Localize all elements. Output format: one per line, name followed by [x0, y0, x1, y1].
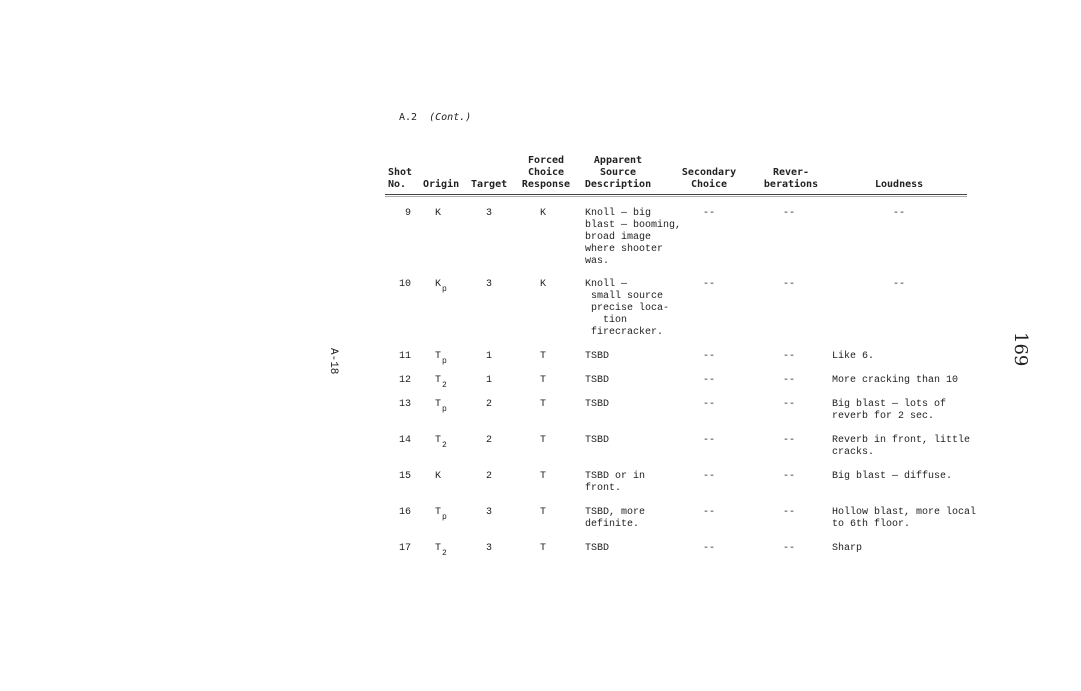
cell-description-line: TSBD or in [585, 471, 646, 482]
origin-subscript: p [442, 405, 447, 414]
cell-loudness-line: -- [893, 279, 906, 290]
cell-description-line: broad image [585, 232, 652, 243]
cell-loudness-line: More cracking than 10 [832, 375, 959, 386]
cell-target: 3 [486, 208, 493, 219]
header-shot-line2: No. [388, 179, 407, 190]
cell-reverberations: -- [783, 507, 796, 518]
cell-target: 2 [486, 399, 493, 410]
cell-loudness-line: reverb for 2 sec. [832, 411, 935, 422]
cell-secondary-choice: -- [703, 351, 716, 362]
cell-reverberations: -- [783, 351, 796, 362]
header-rule [385, 194, 967, 195]
cell-origin [435, 375, 447, 390]
cell-secondary-choice: -- [703, 399, 716, 410]
cell-description-line: front. [585, 483, 622, 494]
header-target: Target [471, 179, 508, 190]
cell-loudness-line: Like 6. [832, 351, 875, 362]
right-page-number: 169 [1010, 332, 1031, 367]
cell-target: 3 [486, 507, 493, 518]
cell-forced-choice: T [540, 507, 547, 518]
cell-description-line: TSBD [585, 543, 610, 554]
cell-description-line: small source [585, 291, 664, 302]
cell-target: 2 [486, 435, 493, 446]
cell-reverberations: -- [783, 375, 796, 386]
header-forced-line3: Response [521, 179, 571, 190]
origin-letter: T [435, 351, 442, 362]
cell-shot-no: 13 [398, 399, 411, 410]
cell-forced-choice: K [540, 208, 547, 219]
origin-subscript: p [442, 357, 447, 366]
origin-letter: K [435, 471, 442, 482]
origin-letter: T [435, 375, 442, 386]
cell-secondary-choice: -- [703, 279, 716, 290]
origin-letter: T [435, 399, 442, 410]
cell-description-line: was. [585, 256, 610, 267]
cell-secondary-choice: -- [703, 543, 716, 554]
cell-reverberations: -- [783, 471, 796, 482]
cell-reverberations: -- [783, 435, 796, 446]
header-secondary-line2: Choice [690, 179, 728, 190]
cell-reverberations: -- [783, 279, 796, 290]
cell-description-line: definite. [585, 519, 640, 530]
header-forced-line1: Forced [527, 155, 565, 166]
cell-origin [435, 507, 447, 522]
cell-loudness-line: Big blast — lots of [832, 399, 947, 410]
cell-description-line: TSBD [585, 399, 610, 410]
cell-description-line: tion [585, 315, 628, 326]
cell-target: 2 [486, 471, 493, 482]
cell-description-line: blast — booming, [585, 220, 682, 231]
cell-shot-no: 14 [398, 435, 411, 446]
cell-description-line: TSBD [585, 435, 610, 446]
cell-loudness-line: to 6th floor. [832, 519, 911, 530]
header-apparent-line1: Apparent [593, 155, 643, 166]
cell-forced-choice: T [540, 435, 547, 446]
origin-subscript: 2 [442, 549, 447, 558]
cell-origin [435, 351, 447, 366]
header-apparent-line2: Source [599, 167, 637, 178]
cell-description-line: TSBD, more [585, 507, 646, 518]
cell-loudness-line: Sharp [832, 543, 863, 554]
cell-loudness-line: Hollow blast, more local [832, 507, 977, 518]
cell-target: 3 [486, 543, 493, 554]
cell-origin [435, 279, 447, 294]
cell-secondary-choice: -- [703, 375, 716, 386]
cell-secondary-choice: -- [703, 471, 716, 482]
origin-letter: K [435, 208, 442, 219]
section-label: A.2 [399, 112, 418, 123]
cell-reverberations: -- [783, 208, 796, 219]
header-shot-line1: Shot [388, 167, 413, 178]
header-apparent-line3: Description [584, 179, 652, 190]
cell-description-line: Knoll — [585, 279, 628, 290]
cell-secondary-choice: -- [703, 507, 716, 518]
cell-secondary-choice: -- [703, 435, 716, 446]
cell-origin [435, 435, 447, 450]
cell-origin [435, 543, 447, 558]
cell-origin [435, 399, 447, 414]
cell-secondary-choice: -- [703, 208, 716, 219]
cell-target: 1 [486, 351, 493, 362]
header-forced-line2: Choice [527, 167, 565, 178]
origin-subscript: 2 [442, 441, 447, 450]
cell-forced-choice: T [540, 375, 547, 386]
cell-shot-no: 11 [398, 351, 411, 362]
cell-reverberations: -- [783, 543, 796, 554]
header-loudness: Loudness [875, 179, 924, 190]
origin-subscript: 2 [442, 381, 447, 390]
cell-shot-no: 16 [398, 507, 411, 518]
cell-shot-no: 10 [398, 279, 411, 290]
cell-description-line: TSBD [585, 375, 610, 386]
cell-target: 1 [486, 375, 493, 386]
cell-description-line: TSBD [585, 351, 610, 362]
section-heading [399, 112, 471, 123]
origin-letter: T [435, 507, 442, 518]
cell-shot-no: 15 [398, 471, 411, 482]
cell-forced-choice: T [540, 543, 547, 554]
cell-loudness-line: cracks. [832, 447, 875, 458]
origin-letter: K [435, 279, 442, 290]
origin-subscript: p [442, 513, 447, 522]
left-page-number: A-18 [327, 348, 339, 375]
cell-shot-no: 12 [398, 375, 411, 386]
cell-forced-choice: T [540, 471, 547, 482]
cell-description-line: Knoll — big [585, 208, 652, 219]
cell-target: 3 [486, 279, 493, 290]
cell-reverberations: -- [783, 399, 796, 410]
cell-description-line: precise loca- [585, 303, 670, 314]
cell-origin [435, 471, 441, 483]
cell-forced-choice: T [540, 351, 547, 362]
header-rule-secondary [385, 196, 967, 197]
cell-forced-choice: K [540, 279, 547, 290]
cell-shot-no: 9 [404, 208, 411, 219]
cell-loudness-line: Big blast — diffuse. [832, 471, 953, 482]
cell-description-line: where shooter [585, 244, 664, 255]
header-reverb-line1: Rever- [772, 167, 810, 178]
origin-subscript: p [442, 285, 447, 294]
origin-letter: T [435, 435, 442, 446]
section-cont: (Cont.) [429, 112, 472, 123]
cell-forced-choice: T [540, 399, 547, 410]
cell-shot-no: 17 [398, 543, 411, 554]
cell-loudness-line: Reverb in front, little [832, 435, 971, 446]
header-origin: Origin [423, 179, 460, 190]
cell-loudness-line: -- [893, 208, 906, 219]
cell-origin [435, 208, 441, 220]
origin-letter: T [435, 543, 442, 554]
cell-description-line: firecracker. [585, 327, 664, 338]
header-secondary-line1: Secondary [681, 167, 737, 178]
header-reverb-line2: berations [763, 179, 819, 190]
